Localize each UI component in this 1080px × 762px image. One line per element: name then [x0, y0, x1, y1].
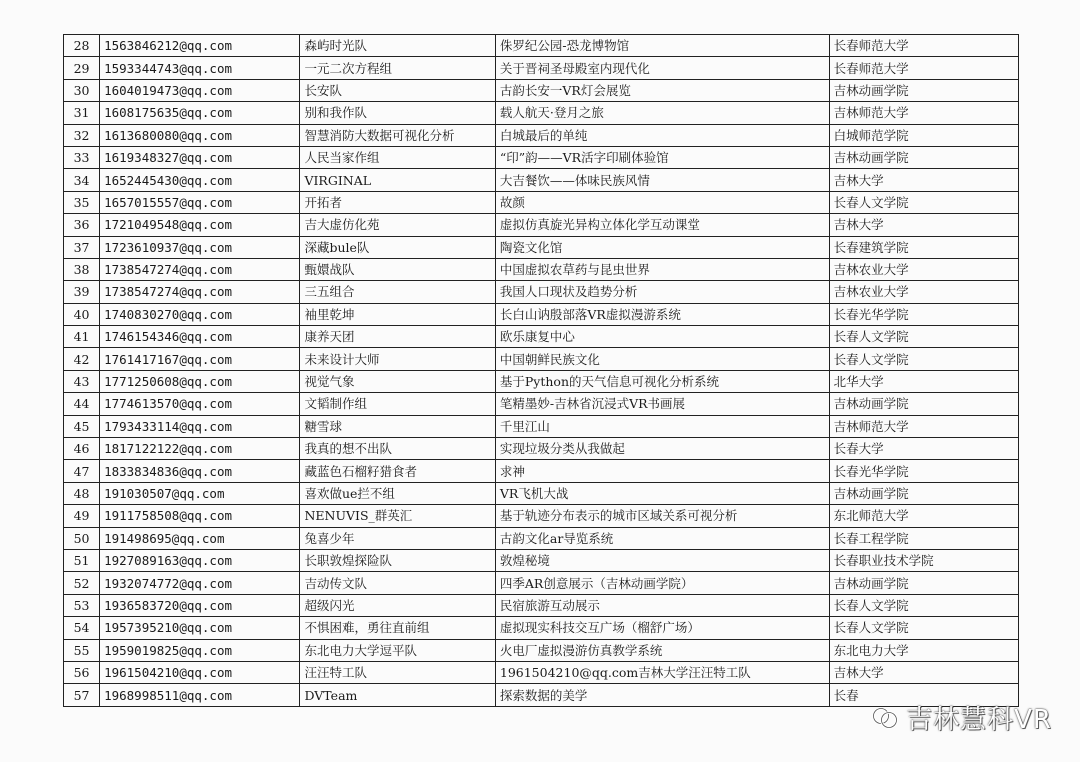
- table-row: [64, 393, 1019, 415]
- registration-table: [63, 34, 1019, 707]
- table-row: [64, 102, 1019, 124]
- table-row: [64, 661, 1019, 683]
- table-row: [64, 281, 1019, 303]
- team-name-cell: 兔喜少年: [300, 527, 495, 549]
- email-cell: 1740830270@qq.com: [100, 303, 300, 325]
- table-row: [64, 438, 1019, 460]
- school-cell: 吉林大学: [829, 169, 1018, 191]
- school-cell: 白城师范学院: [829, 124, 1018, 146]
- email-cell: 1652445430@qq.com: [100, 169, 300, 191]
- school-cell: 长春人文学院: [829, 326, 1018, 348]
- project-title-cell: 陶瓷文化馆: [495, 236, 829, 258]
- email-cell: 1657015557@qq.com: [100, 191, 300, 213]
- row-number-cell: 35: [64, 191, 100, 213]
- team-name-cell: 别和我作队: [300, 102, 495, 124]
- table-row: [64, 124, 1019, 146]
- project-title-cell: 古韵文化ar导览系统: [495, 527, 829, 549]
- team-name-cell: 智慧消防大数据可视化分析: [300, 124, 495, 146]
- school-cell: 吉林师范大学: [829, 415, 1018, 437]
- email-cell: 1793433114@qq.com: [100, 415, 300, 437]
- project-title-cell: “印”韵——VR活字印刷体验馆: [495, 146, 829, 168]
- project-title-cell: 千里江山: [495, 415, 829, 437]
- project-title-cell: 火电厂虚拟漫游仿真教学系统: [495, 639, 829, 661]
- email-cell: 1723610937@qq.com: [100, 236, 300, 258]
- school-cell: 东北电力大学: [829, 639, 1018, 661]
- table-row: [64, 214, 1019, 236]
- email-cell: 191498695@qq.com: [100, 527, 300, 549]
- watermark: [870, 699, 1052, 736]
- row-number-cell: 57: [64, 684, 100, 706]
- table-row: [64, 191, 1019, 213]
- team-name-cell: 吉大虚仿化苑: [300, 214, 495, 236]
- project-title-cell: 关于晋祠圣母殿室内现代化: [495, 57, 829, 79]
- team-name-cell: 未来设计大师: [300, 348, 495, 370]
- school-cell: 长春职业技术学院: [829, 549, 1018, 571]
- school-cell: 长春人文学院: [829, 617, 1018, 639]
- team-name-cell: VIRGINAL: [300, 169, 495, 191]
- row-number-cell: 29: [64, 57, 100, 79]
- row-number-cell: 52: [64, 572, 100, 594]
- school-cell: 长春师范大学: [829, 57, 1018, 79]
- project-title-cell: 侏罗纪公园-恐龙博物馆: [495, 35, 829, 57]
- project-title-cell: 虚拟仿真旋光异构立体化学互动课堂: [495, 214, 829, 236]
- team-name-cell: 超级闪光: [300, 594, 495, 616]
- project-title-cell: 白城最后的单纯: [495, 124, 829, 146]
- email-cell: 1613680080@qq.com: [100, 124, 300, 146]
- team-name-cell: 森屿时光队: [300, 35, 495, 57]
- school-cell: 长春建筑学院: [829, 236, 1018, 258]
- school-cell: 长春人文学院: [829, 348, 1018, 370]
- email-cell: 191030507@qq.com: [100, 482, 300, 504]
- table-row: [64, 146, 1019, 168]
- school-cell: 吉林师范大学: [829, 102, 1018, 124]
- team-name-cell: 一元二次方程组: [300, 57, 495, 79]
- table-row: [64, 639, 1019, 661]
- project-title-cell: 欧乐康复中心: [495, 326, 829, 348]
- email-cell: 1619348327@qq.com: [100, 146, 300, 168]
- row-number-cell: 46: [64, 438, 100, 460]
- email-cell: 1961504210@qq.com: [100, 661, 300, 683]
- table-row: [64, 370, 1019, 392]
- table-row: [64, 35, 1019, 57]
- table-row: [64, 326, 1019, 348]
- team-name-cell: 藏蓝色石榴籽猎食者: [300, 460, 495, 482]
- table-row: [64, 258, 1019, 280]
- team-name-cell: 吉动传文队: [300, 572, 495, 594]
- project-title-cell: 实现垃圾分类从我做起: [495, 438, 829, 460]
- project-title-cell: 中国朝鲜民族文化: [495, 348, 829, 370]
- table-row: [64, 348, 1019, 370]
- school-cell: 长春大学: [829, 438, 1018, 460]
- email-cell: 1927089163@qq.com: [100, 549, 300, 571]
- project-title-cell: 1961504210@qq.com吉林大学汪汪特工队: [495, 661, 829, 683]
- project-title-cell: 大吉餐饮——体味民族风情: [495, 169, 829, 191]
- table-row: [64, 460, 1019, 482]
- school-cell: 吉林大学: [829, 661, 1018, 683]
- table-row: [64, 169, 1019, 191]
- project-title-cell: 长白山讷殷部落VR虚拟漫游系统: [495, 303, 829, 325]
- team-name-cell: 康养天团: [300, 326, 495, 348]
- project-title-cell: 基于Python的天气信息可视化分析系统: [495, 370, 829, 392]
- team-name-cell: NENUVIS_群英汇: [300, 505, 495, 527]
- table-row: [64, 303, 1019, 325]
- row-number-cell: 39: [64, 281, 100, 303]
- school-cell: 吉林动画学院: [829, 146, 1018, 168]
- email-cell: 1746154346@qq.com: [100, 326, 300, 348]
- project-title-cell: 基于轨迹分布表示的城市区域关系可视分析: [495, 505, 829, 527]
- team-name-cell: DVTeam: [300, 684, 495, 706]
- table-row: [64, 57, 1019, 79]
- table-row: [64, 594, 1019, 616]
- row-number-cell: 45: [64, 415, 100, 437]
- email-cell: 1936583720@qq.com: [100, 594, 300, 616]
- row-number-cell: 56: [64, 661, 100, 683]
- school-cell: 吉林动画学院: [829, 393, 1018, 415]
- row-number-cell: 38: [64, 258, 100, 280]
- project-title-cell: 求神: [495, 460, 829, 482]
- project-title-cell: 故颜: [495, 191, 829, 213]
- team-name-cell: 甄嬛战队: [300, 258, 495, 280]
- project-title-cell: 虚拟现实科技交互广场（榴舒广场）: [495, 617, 829, 639]
- team-name-cell: 糖雪球: [300, 415, 495, 437]
- row-number-cell: 43: [64, 370, 100, 392]
- team-name-cell: 喜欢做ue拦不组: [300, 482, 495, 504]
- row-number-cell: 34: [64, 169, 100, 191]
- table-row: [64, 617, 1019, 639]
- team-name-cell: 我真的想不出队: [300, 438, 495, 460]
- team-name-cell: 袖里乾坤: [300, 303, 495, 325]
- email-cell: 1932074772@qq.com: [100, 572, 300, 594]
- email-cell: 1604019473@qq.com: [100, 79, 300, 101]
- row-number-cell: 30: [64, 79, 100, 101]
- table-row: [64, 415, 1019, 437]
- school-cell: 吉林动画学院: [829, 482, 1018, 504]
- email-cell: 1771250608@qq.com: [100, 370, 300, 392]
- school-cell: 东北师范大学: [829, 505, 1018, 527]
- project-title-cell: 古韵长安一VR灯会展览: [495, 79, 829, 101]
- team-name-cell: 人民当家作组: [300, 146, 495, 168]
- email-cell: 1959019825@qq.com: [100, 639, 300, 661]
- table-row: [64, 527, 1019, 549]
- school-cell: 长春光华学院: [829, 460, 1018, 482]
- school-cell: 长春光华学院: [829, 303, 1018, 325]
- email-cell: 1911758508@qq.com: [100, 505, 300, 527]
- email-cell: 1817122122@qq.com: [100, 438, 300, 460]
- email-cell: 1608175635@qq.com: [100, 102, 300, 124]
- email-cell: 1774613570@qq.com: [100, 393, 300, 415]
- project-title-cell: 四季AR创意展示（吉林动画学院）: [495, 572, 829, 594]
- school-cell: 长春人文学院: [829, 594, 1018, 616]
- project-title-cell: 我国人口现状及趋势分析: [495, 281, 829, 303]
- team-name-cell: 长安队: [300, 79, 495, 101]
- email-cell: 1968998511@qq.com: [100, 684, 300, 706]
- project-title-cell: 载人航天·登月之旅: [495, 102, 829, 124]
- wechat-official-account-icon: [870, 705, 900, 731]
- email-cell: 1563846212@qq.com: [100, 35, 300, 57]
- email-cell: 1761417167@qq.com: [100, 348, 300, 370]
- row-number-cell: 44: [64, 393, 100, 415]
- email-cell: 1721049548@qq.com: [100, 214, 300, 236]
- school-cell: 长春师范大学: [829, 35, 1018, 57]
- email-cell: 1957395210@qq.com: [100, 617, 300, 639]
- row-number-cell: 31: [64, 102, 100, 124]
- school-cell: 长春工程学院: [829, 527, 1018, 549]
- team-name-cell: 深藏bule队: [300, 236, 495, 258]
- team-name-cell: 开拓者: [300, 191, 495, 213]
- school-cell: 吉林动画学院: [829, 79, 1018, 101]
- table-row: [64, 572, 1019, 594]
- row-number-cell: 49: [64, 505, 100, 527]
- team-name-cell: 不惧困难，勇往直前组: [300, 617, 495, 639]
- table-row: [64, 482, 1019, 504]
- school-cell: 北华大学: [829, 370, 1018, 392]
- project-title-cell: 中国虚拟农草药与昆虫世界: [495, 258, 829, 280]
- row-number-cell: 36: [64, 214, 100, 236]
- school-cell: 吉林农业大学: [829, 281, 1018, 303]
- team-name-cell: 长职敦煌探险队: [300, 549, 495, 571]
- school-cell: 吉林大学: [829, 214, 1018, 236]
- row-number-cell: 33: [64, 146, 100, 168]
- row-number-cell: 48: [64, 482, 100, 504]
- project-title-cell: 笔精墨妙-吉林省沉浸式VR书画展: [495, 393, 829, 415]
- row-number-cell: 55: [64, 639, 100, 661]
- row-number-cell: 42: [64, 348, 100, 370]
- team-name-cell: 汪汪特工队: [300, 661, 495, 683]
- email-cell: 1738547274@qq.com: [100, 258, 300, 280]
- watermark-text: 吉林慧科VR: [906, 705, 1052, 735]
- email-cell: 1833834836@qq.com: [100, 460, 300, 482]
- row-number-cell: 51: [64, 549, 100, 571]
- row-number-cell: 40: [64, 303, 100, 325]
- email-cell: 1593344743@qq.com: [100, 57, 300, 79]
- email-cell: 1738547274@qq.com: [100, 281, 300, 303]
- table-row: [64, 505, 1019, 527]
- table-row: [64, 236, 1019, 258]
- project-title-cell: 民宿旅游互动展示: [495, 594, 829, 616]
- table-row: [64, 79, 1019, 101]
- team-name-cell: 三五组合: [300, 281, 495, 303]
- row-number-cell: 37: [64, 236, 100, 258]
- row-number-cell: 32: [64, 124, 100, 146]
- project-title-cell: 探索数据的美学: [495, 684, 829, 706]
- row-number-cell: 47: [64, 460, 100, 482]
- row-number-cell: 50: [64, 527, 100, 549]
- project-title-cell: 敦煌秘境: [495, 549, 829, 571]
- row-number-cell: 53: [64, 594, 100, 616]
- row-number-cell: 41: [64, 326, 100, 348]
- school-cell: 长春: [829, 684, 1018, 706]
- row-number-cell: 54: [64, 617, 100, 639]
- school-cell: 吉林农业大学: [829, 258, 1018, 280]
- table-row: [64, 549, 1019, 571]
- team-name-cell: 视觉气象: [300, 370, 495, 392]
- school-cell: 吉林动画学院: [829, 572, 1018, 594]
- school-cell: 长春人文学院: [829, 191, 1018, 213]
- project-title-cell: VR飞机大战: [495, 482, 829, 504]
- team-name-cell: 文韬制作组: [300, 393, 495, 415]
- row-number-cell: 28: [64, 35, 100, 57]
- team-name-cell: 东北电力大学逗平队: [300, 639, 495, 661]
